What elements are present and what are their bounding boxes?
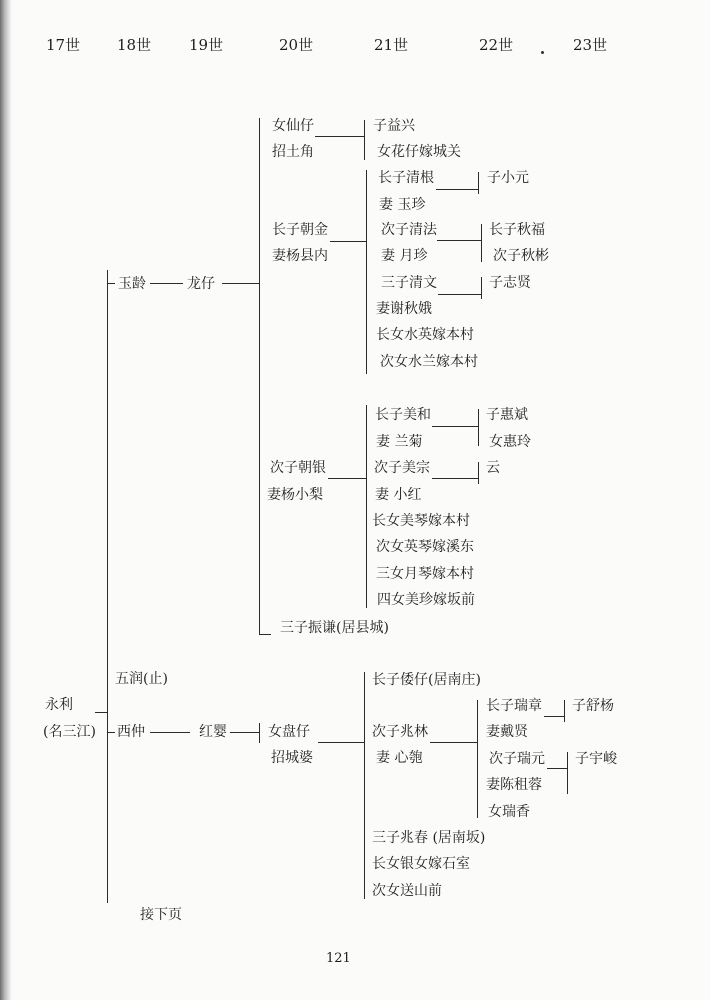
person-zhao-chengpo: 招城婆: [271, 750, 313, 766]
connector: [230, 732, 260, 733]
connector: [330, 241, 366, 242]
generation-18: 18世: [117, 36, 152, 54]
bracket-meihe: [478, 409, 479, 446]
person-qi-yuzhen: 妻 玉珍: [379, 197, 426, 213]
bracket-meizong: [478, 462, 479, 484]
person-zhaotujiao: 招土角: [272, 144, 314, 160]
person-nv-panzai: 女盘仔: [268, 724, 310, 740]
bracket-ruizhang: [564, 700, 565, 722]
person-zi-zhixian: 子志贤: [489, 275, 531, 291]
person-hongying: 红婴: [199, 724, 227, 740]
connector: [315, 136, 365, 137]
connector: [328, 478, 366, 479]
connector: [259, 634, 271, 635]
person-cizi-qingfa: 次子清法: [381, 222, 437, 238]
person-nv-huiling: 女惠玲: [489, 434, 531, 450]
person-sinv-meizhen: 四女美珍嫁坂前: [377, 592, 475, 608]
generation-19: 19世: [189, 36, 224, 54]
connector: [107, 732, 115, 733]
person-changzi-qiufu: 长子秋福: [489, 222, 545, 238]
person-yongli-alias: (名三江): [43, 724, 96, 740]
bracket-chaoyin: [366, 405, 367, 608]
connector: [150, 732, 190, 733]
stray-dot: [541, 51, 544, 54]
generation-22: 22世: [479, 36, 514, 54]
person-zi-huibin: 子惠斌: [486, 407, 528, 423]
bracket-zhaolin: [477, 700, 478, 818]
person-changzi-aizai: 长子倭仔(居南庄): [372, 672, 481, 688]
person-yuling: 玉龄: [118, 276, 146, 292]
person-cizi-qiubin: 次子秋彬: [493, 248, 549, 264]
person-qi-xiaohong: 妻 小红: [375, 487, 422, 503]
person-changzi-ruizhang: 长子瑞章: [486, 698, 542, 714]
person-cinv-song: 次女送山前: [372, 883, 442, 899]
bracket-qingfa: [481, 224, 482, 262]
person-sannv-yueqin: 三女月琴嫁本村: [376, 566, 474, 582]
person-qi-lanju: 妻 兰菊: [376, 434, 423, 450]
connector: [544, 716, 564, 717]
bracket-yongli: [107, 270, 108, 903]
continued-note: 接下页: [140, 907, 182, 923]
connector: [150, 283, 183, 284]
person-yongli: 永利: [45, 697, 73, 713]
person-qi-yang-xiannei: 妻杨县内: [272, 248, 328, 264]
connector: [432, 426, 478, 427]
person-changzi-meihe: 长子美和: [375, 407, 431, 423]
connector: [547, 768, 567, 769]
person-sanzi-qingwen: 三子清文: [381, 275, 437, 291]
person-qi-xinbao: 妻 心匏: [376, 750, 423, 766]
person-changnv-meiqin: 长女美琴嫁本村: [372, 513, 470, 529]
person-cizi-zhaolin: 次子兆林: [372, 724, 428, 740]
person-changnv-shuiying: 长女水英嫁本村: [376, 327, 474, 343]
person-zi-xiaoyuan: 子小元: [487, 170, 529, 186]
person-zi-yujun: 子宇峻: [575, 751, 617, 767]
person-cizi-chaoyin: 次子朝银: [270, 460, 326, 476]
bracket-panzai: [364, 672, 365, 899]
person-cinv-yingqin: 次女英琴嫁溪东: [376, 539, 474, 555]
generation-17: 17世: [46, 36, 81, 54]
bracket-nvxianzai: [364, 120, 365, 160]
person-longzai: 龙仔: [187, 276, 215, 292]
person-qi-xie-qiue: 妻谢秋娥: [376, 301, 432, 317]
person-nv-ruixiang: 女瑞香: [488, 804, 530, 820]
connector: [107, 283, 115, 284]
person-changzi-qinggen: 长子清根: [378, 170, 434, 186]
bracket-hongying: [259, 723, 260, 743]
generation-20: 20世: [279, 36, 314, 54]
scan-edge: [0, 0, 12, 1000]
bracket-qinggen: [478, 172, 479, 194]
person-cizi-ruiyuan: 次子瑞元: [489, 751, 545, 767]
person-nvxianzai: 女仙仔: [272, 118, 314, 134]
person-cizi-meizong: 次子美宗: [374, 460, 430, 476]
person-qi-chen-zurong: 妻陈租蓉: [486, 777, 542, 793]
connector: [437, 240, 481, 241]
person-ziyixing: 子益兴: [373, 118, 415, 134]
person-cinv-shuilan: 次女水兰嫁本村: [380, 354, 478, 370]
person-qi-daixian: 妻戴贤: [486, 724, 528, 740]
person-zi-shuyang: 子舒杨: [572, 698, 614, 714]
person-changzi-chaojin: 长子朝金: [272, 222, 328, 238]
page-number: 121: [326, 951, 351, 966]
generation-23: 23世: [573, 36, 608, 54]
connector: [438, 294, 481, 295]
connector: [222, 283, 260, 284]
person-qi-yuezhen: 妻 月珍: [381, 248, 428, 264]
connector: [430, 742, 478, 743]
person-sanzi-zhenqian: 三子振谦(居县城): [280, 620, 389, 636]
person-changnv-yin: 长女银女嫁石室: [372, 856, 470, 872]
person-sanzi-zhaochun: 三子兆春 (居南坂): [372, 830, 486, 846]
generation-21: 21世: [374, 36, 409, 54]
bracket-longzai: [259, 118, 260, 635]
connector: [436, 189, 478, 190]
person-wurun: 五润(止): [115, 671, 168, 687]
bracket-qingwen: [481, 277, 482, 299]
person-qi-yang-xiaoli: 妻杨小梨: [267, 487, 323, 503]
connector: [432, 478, 478, 479]
person-nvhuazai: 女花仔嫁城关: [377, 144, 461, 160]
bracket-chaojin: [366, 170, 367, 374]
connector: [318, 742, 364, 743]
bracket-ruiyuan: [567, 752, 568, 794]
person-xizhong: 西仲: [117, 724, 145, 740]
person-yun: 云: [486, 460, 500, 476]
